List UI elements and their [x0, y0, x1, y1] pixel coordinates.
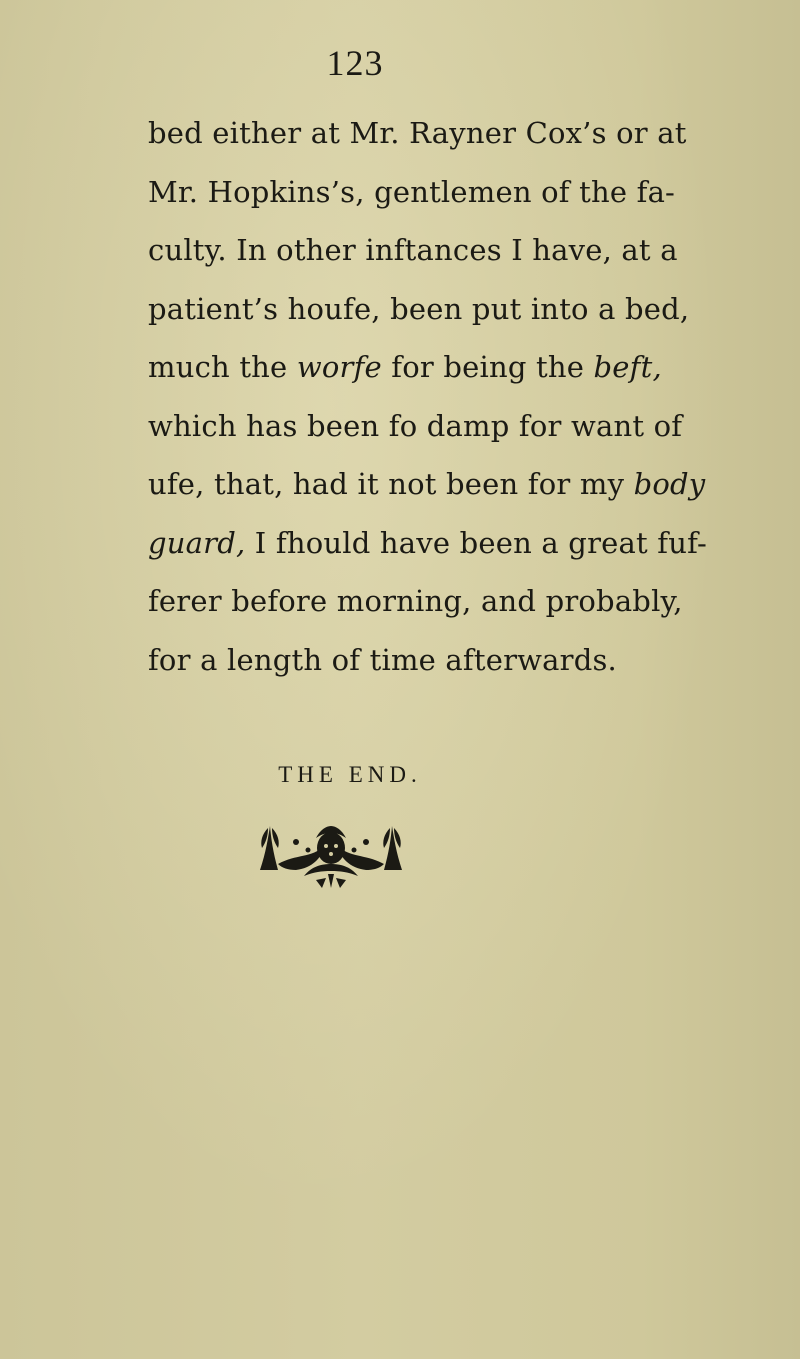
text-segment: I fhould have been a great fuf-: [245, 525, 707, 560]
text-segment: patient’s houfe, been put into a bed,: [148, 291, 690, 326]
text-line: [148, 338, 662, 397]
text-line: [148, 397, 683, 456]
italic-word: body: [633, 467, 706, 501]
text-line: [148, 163, 676, 222]
text-segment: Mr. Hopkins’s, gentlemen of the fa-: [148, 174, 676, 209]
text-segment: ferer before morning, and probably,: [148, 584, 683, 618]
body-text: [148, 104, 707, 689]
page-number: 123: [326, 43, 384, 83]
text-segment: bed either at Mr. Rayner Cox’s or at: [148, 116, 687, 150]
text-segment: ufe, that, had it not been for my: [148, 467, 634, 501]
text-segment: culty. In other inftances I have, at a: [148, 233, 678, 267]
text-line: [148, 631, 648, 690]
text-line: [148, 455, 706, 514]
text-line: [148, 280, 690, 339]
italic-word: beft,: [593, 350, 662, 384]
end-title: THE END.: [278, 762, 422, 787]
text-line: [148, 104, 687, 163]
italic-word: guard,: [148, 525, 246, 560]
text-segment: which has been fo damp for want of: [148, 408, 683, 443]
text-line: [148, 514, 707, 573]
text-line: [148, 572, 683, 631]
text-segment: much the: [148, 350, 297, 384]
text-segment: for being the: [381, 350, 594, 384]
text-segment: for a length of time afterwards.: [148, 642, 617, 677]
floral-tailpiece-icon: [256, 818, 406, 890]
text-line: [148, 221, 678, 280]
italic-word: worfe: [296, 350, 382, 384]
